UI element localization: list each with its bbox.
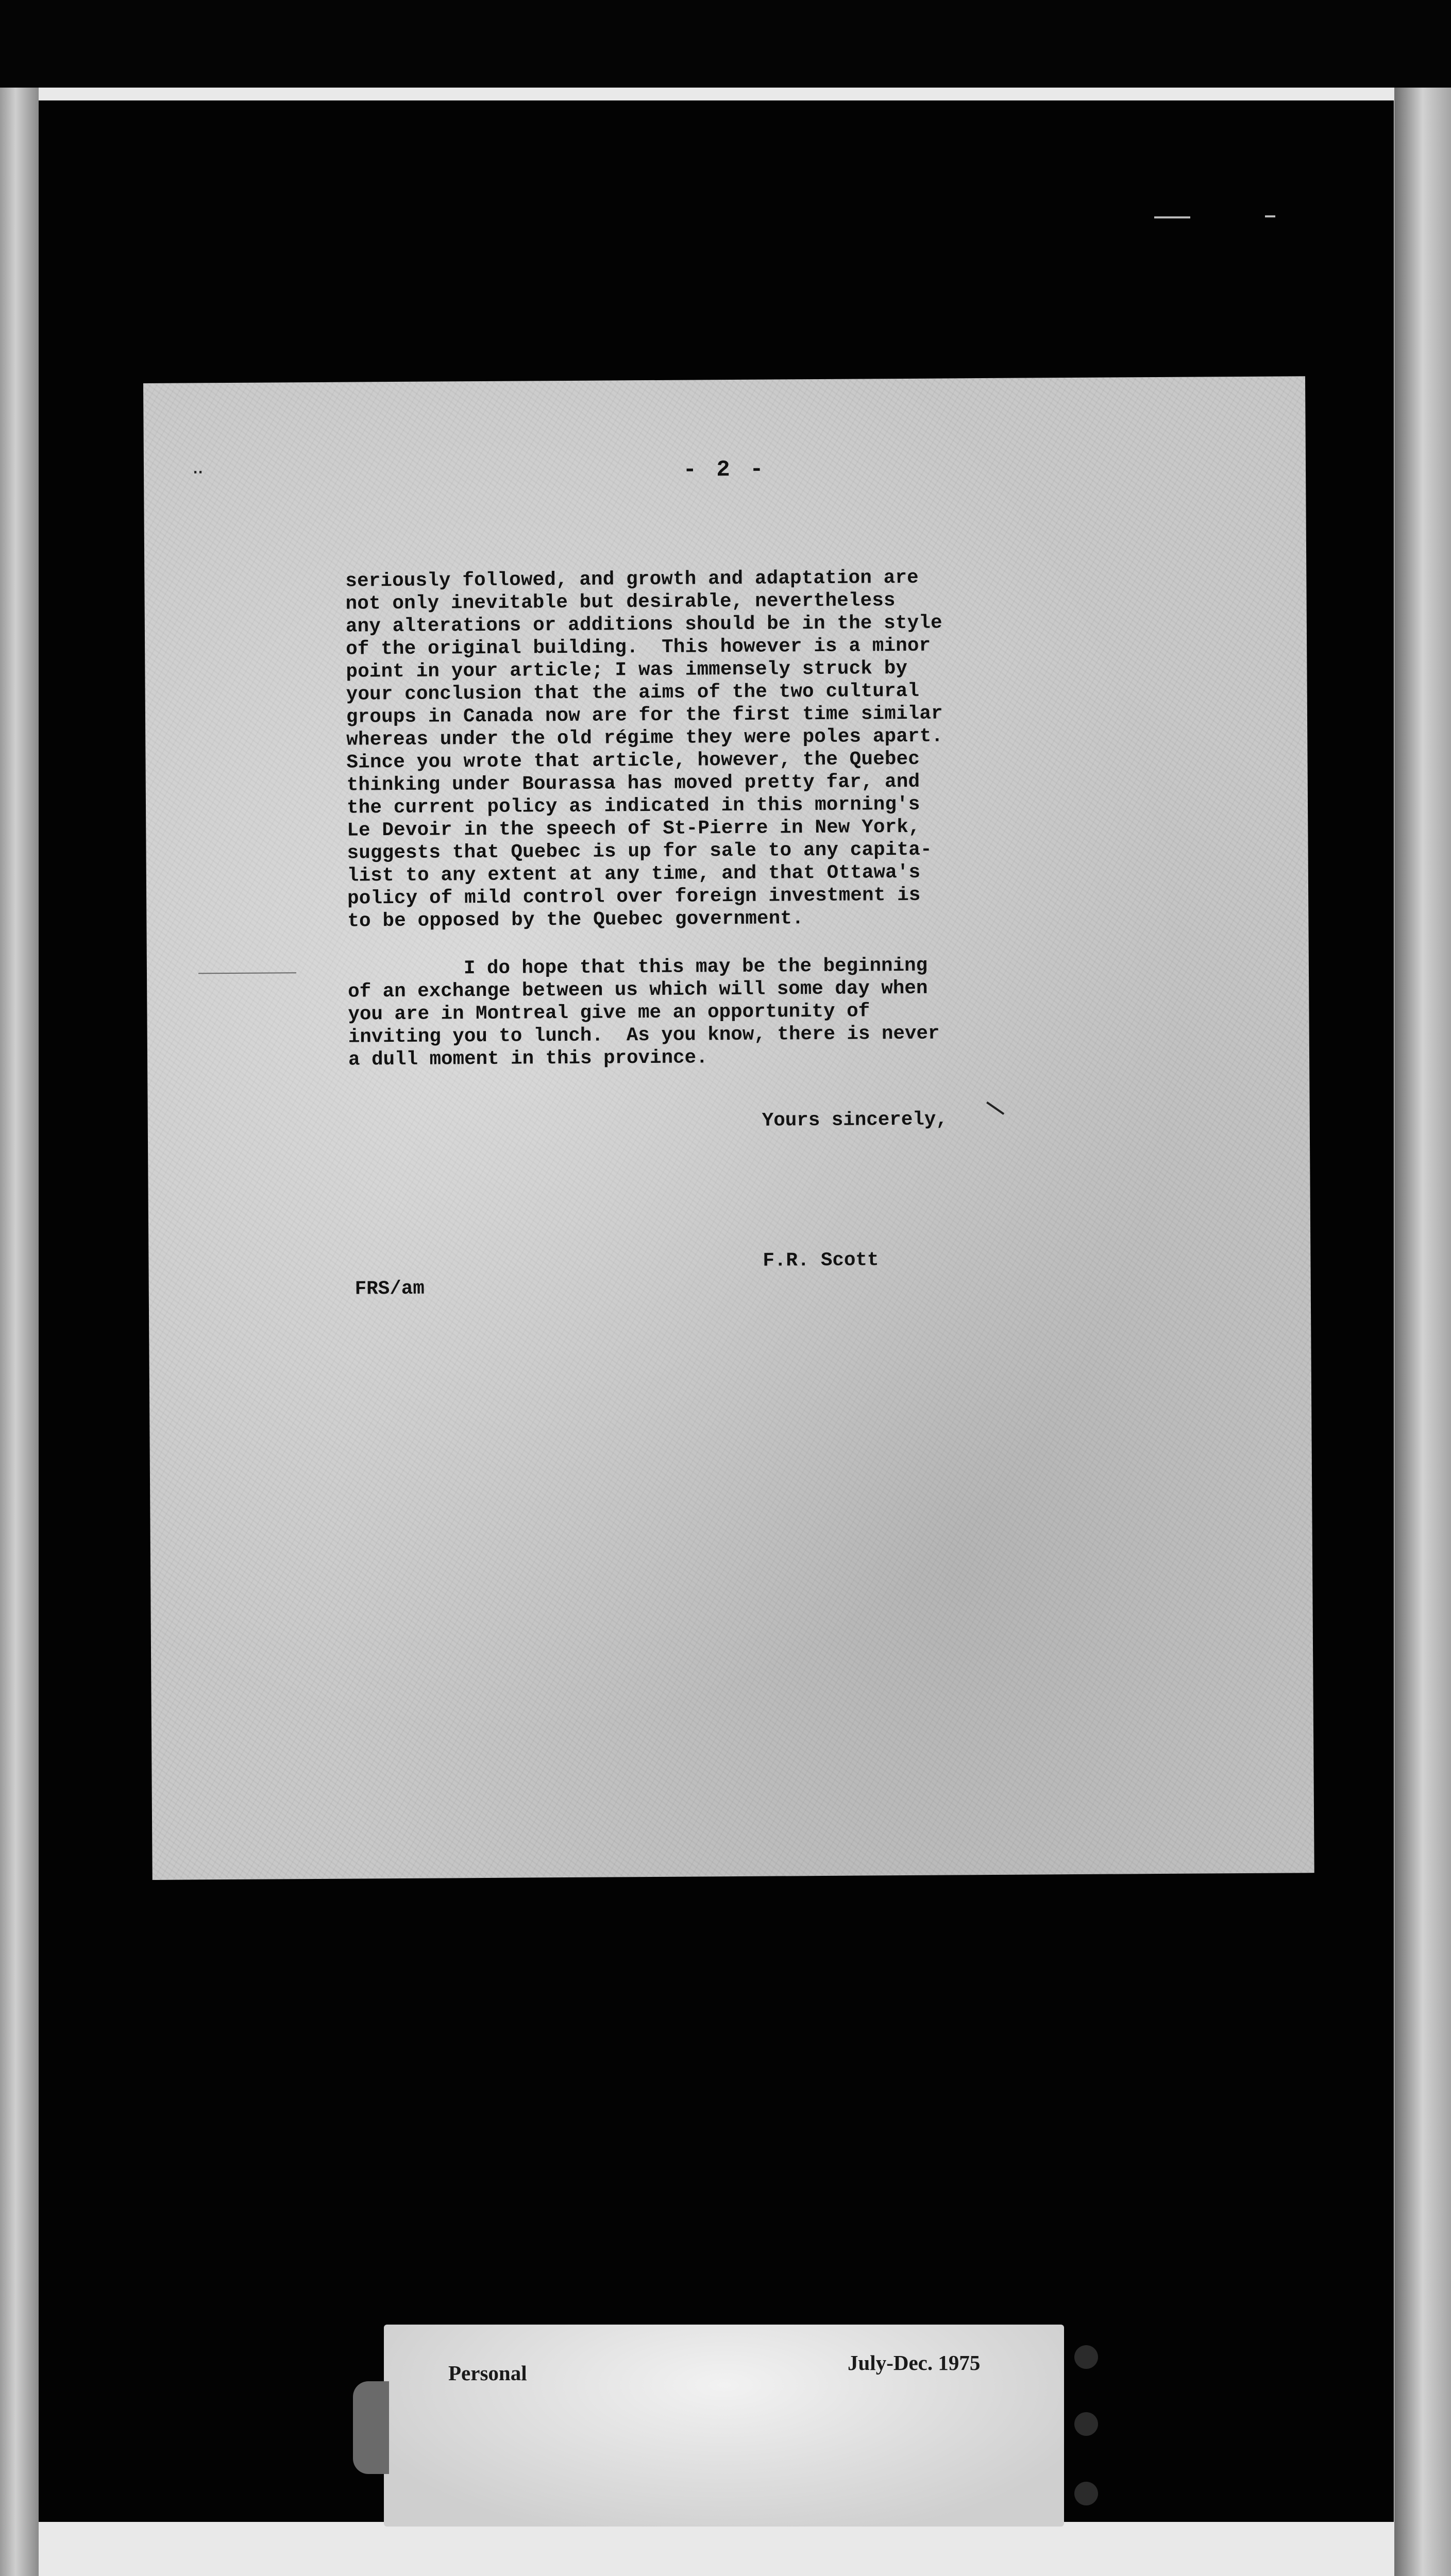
letter-line: point in your article; I was immensely struck by bbox=[346, 657, 908, 683]
letter-line: suggests that Quebec is up for sale to any capita- bbox=[347, 839, 932, 865]
letter-line: policy of mild control over foreign investment is bbox=[347, 884, 921, 910]
label-category: Personal bbox=[448, 2361, 527, 2385]
letter-line: seriously followed, and growth and adaptation are bbox=[345, 567, 919, 592]
letter-line: whereas under the old régime they were poles apart. bbox=[346, 725, 943, 751]
letter-paragraph-1 bbox=[345, 566, 1069, 933]
letter-line: you are in Montreal give me an opportunity of bbox=[348, 1001, 870, 1026]
page-number: - 2 - bbox=[683, 456, 767, 483]
letter-line: not only inevitable but desirable, nevertheless bbox=[345, 590, 896, 615]
letter-line: inviting you to lunch. As you know, there is never bbox=[348, 1023, 940, 1048]
film-right-edge bbox=[1394, 88, 1451, 2576]
letter-page bbox=[143, 376, 1314, 1880]
letter-line: your conclusion that the aims of the two cultural bbox=[346, 680, 920, 706]
pen-tick bbox=[986, 1101, 1004, 1115]
letter-line: thinking under Bourassa has moved pretty far, and bbox=[346, 771, 920, 796]
typist-initials: FRS/am bbox=[355, 1278, 425, 1300]
letter-line: list to any extent at any time, and that Ottawa's bbox=[347, 861, 921, 887]
film-scratch bbox=[1265, 215, 1275, 217]
letter-line: groups in Canada now are for the first time similar bbox=[346, 703, 943, 728]
label-date-range: July-Dec. 1975 bbox=[848, 2351, 981, 2375]
corner-mark: ‥ bbox=[192, 461, 204, 479]
letter-line: of an exchange between us which will some day when bbox=[348, 977, 928, 1003]
letter-line: a dull moment in this province. bbox=[348, 1047, 708, 1071]
film-top-band bbox=[0, 0, 1451, 88]
letter-line: of the original building. This however is a minor bbox=[346, 635, 931, 660]
punch-hole bbox=[1074, 2345, 1098, 2369]
letter-line: the current policy as indicated in this morning's bbox=[346, 793, 920, 819]
film-scratch bbox=[1154, 216, 1190, 218]
margin-pencil-mark bbox=[198, 972, 296, 974]
letter-line: Le Devoir in the speech of St-Pierre in New York, bbox=[347, 816, 920, 842]
punch-hole bbox=[1074, 2412, 1098, 2436]
letter-line: to be opposed by the Quebec government. bbox=[347, 908, 804, 933]
closing: Yours sincerely, bbox=[762, 1109, 948, 1132]
letter-paragraph-2 bbox=[348, 954, 1070, 1072]
signature: F.R. Scott bbox=[763, 1249, 879, 1272]
film-left-edge bbox=[0, 88, 39, 2576]
label-tab bbox=[353, 2381, 389, 2474]
letter-line: Since you wrote that article, however, the Quebec bbox=[346, 748, 920, 774]
archive-label-card bbox=[384, 2325, 1064, 2527]
letter-line: any alterations or additions should be in the style bbox=[345, 612, 942, 638]
punch-hole bbox=[1074, 2482, 1098, 2505]
letter-line: I do hope that this may be the beginning bbox=[347, 955, 928, 980]
